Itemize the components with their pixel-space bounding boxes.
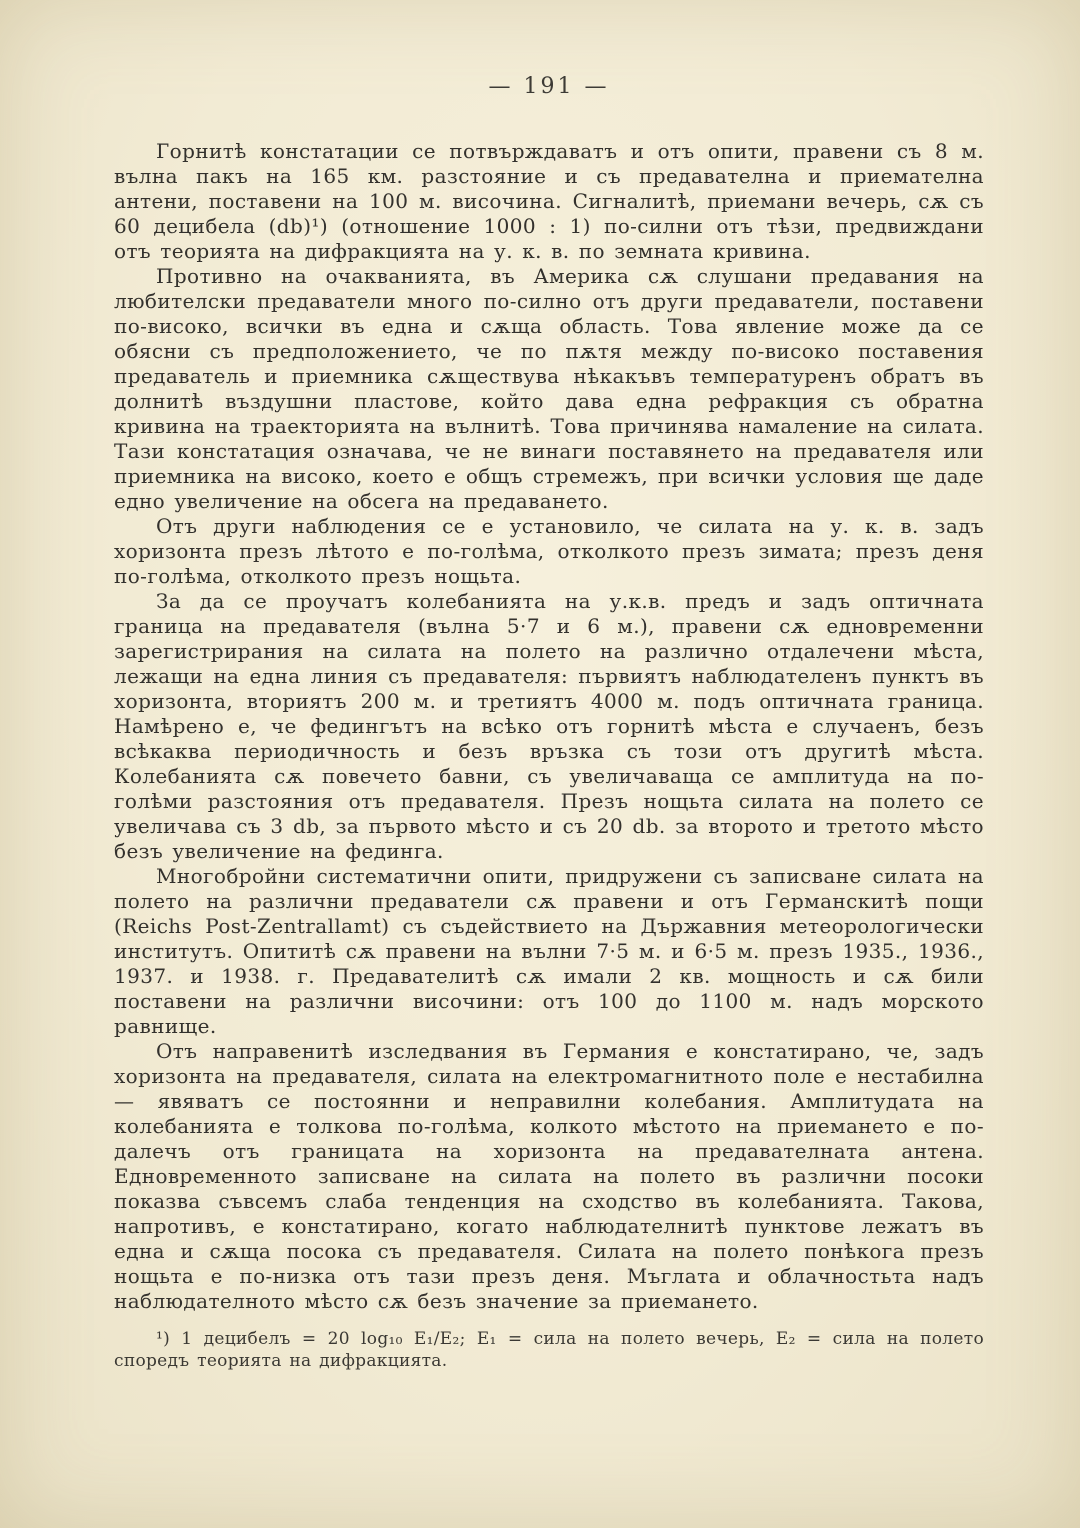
page-number: — 191 —: [488, 74, 610, 99]
paragraph-3: Отъ други наблюдения се е установило, че силата на у. к. в. задъ хоризонта презъ лѣтото е по-голѣма, отколкото презъ зимата; презъ деня по-голѣма, отколкото презъ нощьта.: [114, 514, 984, 588]
paragraph-6: Отъ направенитѣ изследвания въ Германия е констатирано, че, задъ хоризонта на предавателя, силата на електромагнитното поле е нестабилна — явяватъ се постоянни и неправилни колебания. Амплитудата на колебанията е толкова по-голѣма, колкото мѣстото на приемането е по-далечъ отъ границата на хоризонта на предавателната антена. Едновременното записване на силата на полето въ различни посоки показва съвсемъ слаба тенденция на сходство въ колебанията. Такова, напротивъ, е констатирано, когато наблюдателнитѣ пунктове лежатъ въ една и сѫща посока съ предавателя. Силата на полето понѣкога презъ нощьта е по-низка отъ тази презъ деня. Мъглата и облачностьта надъ наблюдателното мѣсто сѫ безъ значение за приемането.: [114, 1039, 984, 1313]
paragraph-4: За да се проучатъ колебанията на у.к.в. предъ и задъ оптичната граница на предавателя (вълна 5·7 и 6 м.), правени сѫ едновременни зарегистрирания на силата на полето на различно отдалечени мѣста, лежащи на една линия съ предавателя: първиятъ наблюдателенъ пунктъ въ хоризонта, вториятъ 200 м. и третиятъ 4000 м. подъ оптичната граница. Намѣрено е, че федингътъ на всѣко отъ горнитѣ мѣста е случаенъ, безъ всѣкаква периодичность и безъ връзка съ този отъ другитѣ мѣста. Колебанията сѫ повечето бавни, съ увеличаваща се амплитуда на по-голѣми разстояния отъ предавателя. Презъ нощьта силата на полето се увеличава съ 3 db, за първото мѣсто и съ 20 db. за второто и третото мѣсто безъ увеличение на фединга.: [114, 589, 984, 863]
page-body: [114, 139, 984, 1314]
footnote: [114, 1328, 984, 1372]
footnote-text: ¹) 1 децибелъ = 20 log₁₀ E₁/E₂; E₁ = сила на полето вечерь, E₂ = сила на полето споредъ теорията на дифракцията.: [114, 1329, 984, 1371]
paragraph-1: Горнитѣ констатации се потвърждаватъ и отъ опити, правени съ 8 м. вълна пакъ на 165 км. разстояние и съ предавателна и приемателна антени, поставени на 100 м. височина. Сигналитѣ, приемани вечерь, сѫ съ 60 децибела (db)¹) (отношение 1000 : 1) по-силни отъ тѣзи, предвиждани отъ теорията на дифракцията на у. к. в. по земната кривина.: [114, 139, 984, 263]
paragraph-2: Противно на очакванията, въ Америка сѫ слушани предавания на любителски предаватели много по-силно отъ други предаватели, поставени по-високо, всички въ една и сѫща область. Това явление може да се обясни съ предположението, че по пѫтя между по-високо поставения предаватель и приемника сѫществува нѣкакъвъ температуренъ обратъ въ долнитѣ въздушни пластове, който дава една рефракция съ обратна кривина на траекторията на вълнитѣ. Това причинява намаление на силата. Тази констатация означава, че не винаги поставянето на предавателя или приемника на високо, което е общъ стремежъ, при всички условия ще даде едно увеличение на обсега на предаването.: [114, 264, 984, 513]
paragraph-5: Многобройни систематични опити, придружени съ записване силата на полето на различни предаватели сѫ правени и отъ Германскитѣ пощи (Reichs Post-Zentrallamt) съ съдействието на Държавния метеорологически институтъ. Опититѣ сѫ правени на вълни 7·5 м. и 6·5 м. презъ 1935., 1936., 1937. и 1938. г. Предавателитѣ сѫ имали 2 кв. мощность и сѫ били поставени на различни височини: отъ 100 до 1100 м. надъ морското равнище.: [114, 864, 984, 1038]
